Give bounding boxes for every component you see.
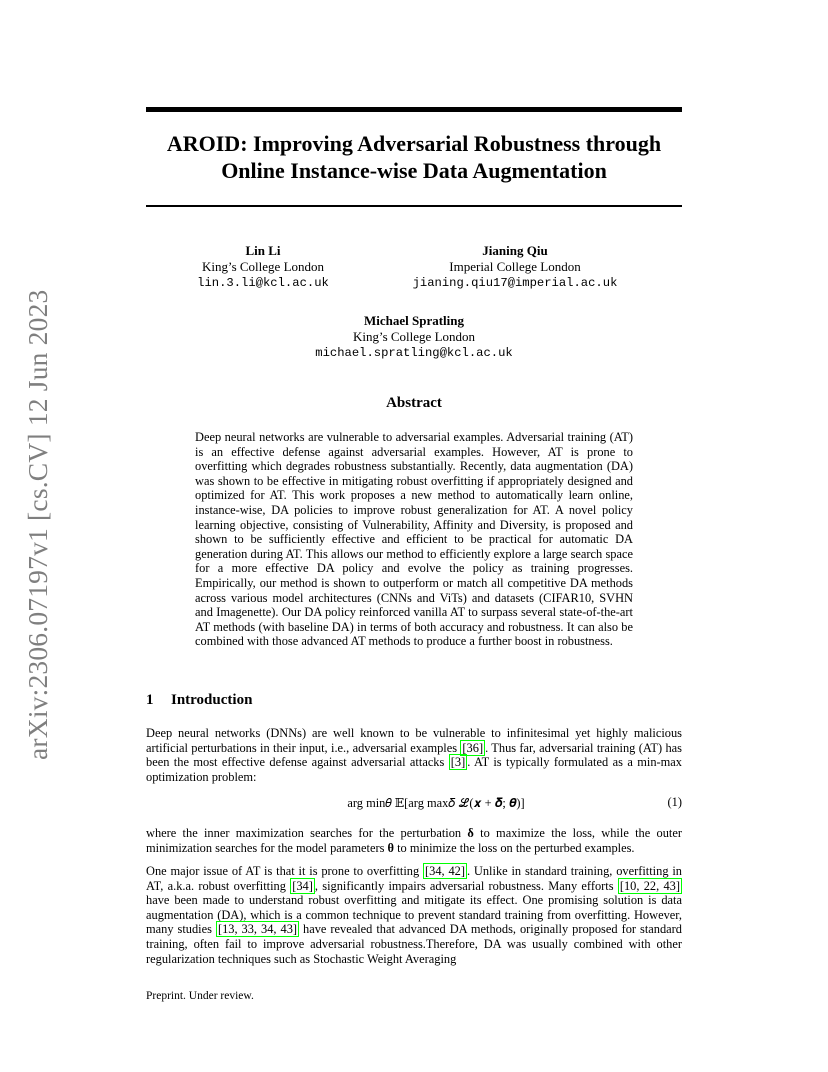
citation-link[interactable]: [3] bbox=[450, 755, 466, 770]
citation-link[interactable]: [36] bbox=[462, 740, 484, 755]
equation-1 bbox=[146, 793, 682, 819]
abstract-text: Deep neural networks are vulnerable to adversarial examples. Adversarial training (AT) is an effective defense against adversarial examples. However, AT is prone to overfitting which degrades robustness substantially. Recently, data augmentation (DA) was shown to be effective in mitigating robust overfitting if appropriately designed and optimized for AT. This work proposes a new method to automatically learn online, instance-wise, DA policies to improve robust generalization for AT. A novel policy learning objective, consisting of Vulnerability, Affinity and Diversity, is proposed and shown to be sufficiently effective and efficient to be practical for automatic DA generation during AT. This allows our method to efficiently explore a large search space for a more effective DA policy and evolve the policy as training progresses. Empirically, our method is shown to outperform or match all competitive DA methods across various model architectures (CNNs and ViTs) and datasets (CIFAR10, SVHN and Imagenette). Our DA policy reinforced vanilla AT to surpass several state-of-the-art AT methods (with baseline DA) in terms of both accuracy and robustness. It can also be combined with those advanced AT methods to produce a further boost in robustness. bbox=[195, 430, 633, 649]
paragraph-text: . AT is typically formulated as a min-max optimization problem: bbox=[146, 755, 682, 784]
author-block bbox=[300, 313, 528, 361]
author-email: lin.3.li@kcl.ac.uk bbox=[197, 276, 329, 290]
intro-paragraph-1 bbox=[146, 726, 682, 784]
paragraph-text: . Unlike in standard training, overfitting in AT, a.k.a. robust overfitting bbox=[146, 864, 682, 893]
preprint-footer: Preprint. Under review. bbox=[146, 990, 254, 1002]
intro-paragraph-3 bbox=[146, 864, 682, 966]
title-rule-bottom bbox=[146, 205, 682, 207]
citation-link[interactable]: [13, 33, 34, 43] bbox=[217, 922, 298, 937]
author-affiliation: King’s College London bbox=[201, 259, 325, 274]
arxiv-identifier: arXiv:2306.07197v1 [cs.CV] 12 Jun 2023 bbox=[22, 289, 53, 760]
section-heading bbox=[146, 692, 252, 709]
author-name: Jianing Qiu bbox=[482, 243, 548, 258]
equation-number: (1) bbox=[667, 795, 682, 809]
intro-paragraph-2 bbox=[146, 826, 682, 855]
equation-body: arg min𝜃 𝔼[arg max𝛿 ℒ(𝒙 + 𝜹; 𝜽)] bbox=[347, 796, 525, 810]
section-number: 1 bbox=[146, 692, 154, 708]
math-symbol: θ bbox=[387, 840, 394, 855]
author-block bbox=[188, 243, 338, 291]
author-affiliation: Imperial College London bbox=[449, 259, 581, 274]
paragraph-text: to maximize the loss, while the outer minimization searches for the model parameters bbox=[146, 826, 682, 855]
paragraph-text: to minimize the loss on the perturbed examples. bbox=[394, 840, 635, 855]
author-affiliation: King’s College London bbox=[352, 329, 476, 344]
author-name: Michael Spratling bbox=[363, 313, 465, 328]
paragraph-text: have been made to understand robust overfitting and mitigate its effect. One promising solution is data augmentation (DA), which is a common technique to prevent standard training from overfitting. However, many studies bbox=[146, 893, 682, 937]
paragraph-text: have revealed that advanced DA methods, originally proposed for standard training, often fail to improve adversarial robustness.Therefore, DA was usually combined with other regularization techniques such as Stochastic Weight Averaging bbox=[146, 922, 682, 966]
paragraph-text: One major issue of AT is that it is prone to overfitting bbox=[146, 864, 424, 878]
paragraph-text: Deep neural networks (DNNs) are well known to be vulnerable to infinitesimal yet highly malicious artificial perturbations in their input, i.e., adversarial examples bbox=[146, 726, 682, 755]
author-block bbox=[388, 243, 642, 291]
author-name: Lin Li bbox=[245, 243, 281, 258]
author-email: michael.spratling@kcl.ac.uk bbox=[315, 346, 513, 360]
citation-link[interactable]: [10, 22, 43] bbox=[619, 878, 681, 893]
title-rule-top bbox=[146, 107, 682, 112]
math-symbol: δ bbox=[467, 826, 474, 840]
citation-link[interactable]: [34, 42] bbox=[425, 864, 465, 878]
section-title: Introduction bbox=[171, 692, 253, 708]
paragraph-text: , significantly impairs adversarial robustness. Many efforts bbox=[314, 878, 618, 893]
abstract-heading: Abstract bbox=[386, 395, 442, 411]
author-email: jianing.qiu17@imperial.ac.uk bbox=[412, 276, 618, 290]
citation-link[interactable]: [34] bbox=[292, 878, 313, 893]
paragraph-text: . Thus far, adversarial training (AT) has been the most effective defense against adversarial attacks bbox=[146, 740, 682, 770]
paragraph-text: where the inner maximization searches for the perturbation bbox=[146, 826, 468, 840]
paper-title: AROID: Improving Adversarial Robustness through Online Instance-wise Data Augmentation bbox=[166, 131, 662, 183]
